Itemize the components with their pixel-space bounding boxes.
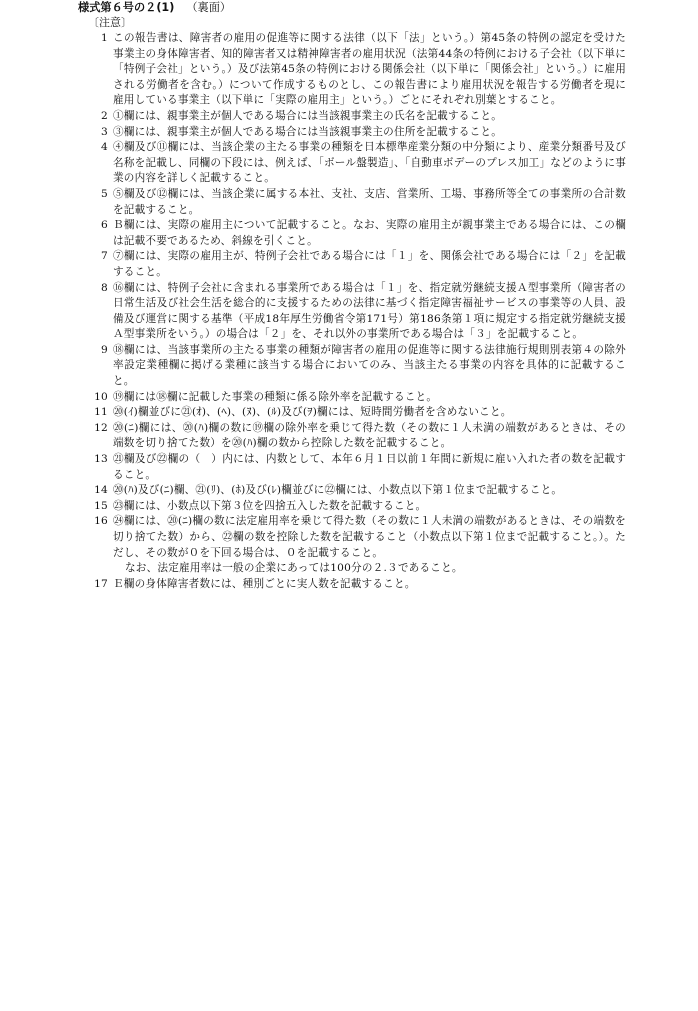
notes-heading: 〔注意〕 [88,16,132,29]
note-number: 2 [101,109,108,122]
note-subtext: なお、法定雇用率は一般の企業にあっては100分の２.３であること。 [125,562,463,575]
form-number: 様式第６号の２(1) [78,1,175,14]
note-item [0,499,626,515]
note-text: この報告書は、障害者の雇用の促進等に関する法律（以下「法」という。）第45条の特例の認定を受けた事業主の身体障害者、知的障害者又は精神障害者の雇用状況（法第44条の特例における子会社（以下単に「特例子会社」という。）及び法第45条の特例における関係会社（以下単に「関係会社」という。）に雇用される労働者を含む。）について作成するものとし、この報告書により雇用状況を報告する労働者を現に雇用している事業主（以下単に「実際の雇用主」という。）ごとにそれぞれ別葉とすること。 [113,32,626,107]
note-text: ⑤欄及び⑫欄には、当該企業に属する本社、支社、支店、営業所、工場、事務所等全ての事業所の合計数を記載すること。 [113,187,626,216]
note-item [0,109,626,125]
note-number: 10 [94,390,108,403]
note-item [0,140,626,187]
note-text: ⑱欄には、当該事業所の主たる事業の種類が障害者の雇用の促進等に関する法律施行規則別表第４の除外率設定業種欄に掲げる業種に該当する場合においてのみ、当該主たる事業の内容を具体的に記載すること。 [113,343,626,388]
note-item [0,421,626,452]
note-number: 5 [101,187,108,200]
note-number: 7 [101,250,108,263]
note-number: 1 [101,32,108,44]
note-number: 11 [94,406,108,419]
note-text: ④欄及び⑪欄には、当該企業の主たる事業の種類を日本標準産業分類の中分類により、産業分類番号及び名称を記載し、同欄の下段には、例えば、「ボール盤製造」、「自動車ボデーのプレス加工」などのように事業の内容を詳しく記載すること。 [113,141,626,185]
note-number: 16 [94,515,108,528]
note-text: ⑲欄には⑱欄に記載した事業の種類に係る除外率を記載すること。 [113,390,438,403]
note-text: ⑦欄には、実際の雇用主が、特例子会社である場合には「１」を、関係会社である場合には「２」を記載すること。 [113,250,626,278]
note-number: 8 [101,281,108,294]
note-item [0,343,626,390]
note-text: ①欄には、親事業主が個人である場合には当該親事業主の氏名を記載すること。 [113,109,503,122]
note-item [0,483,626,499]
note-item [0,218,626,249]
note-number: 9 [101,343,108,356]
note-item [0,452,626,483]
note-number: 14 [94,484,108,497]
note-number: 17 [94,577,108,590]
note-text: ⑳(ﾊ)及び(ﾆ)欄、㉑(ﾘ)、(ﾎ)及び(ﾚ)欄並びに㉒欄には、小数点以下第１位まで記載すること。 [113,484,563,497]
note-item [0,31,626,109]
note-number: 15 [94,499,108,512]
note-number: 3 [101,125,108,138]
note-item [0,577,626,593]
note-text: Ｅ欄の身体障害者数には、種別ごとに実人数を記載すること。 [113,577,416,590]
note-text: ㉓欄には、小数点以下第３位を四捨五入した数を記載すること。 [113,499,427,512]
note-text: ㉑欄及び㉒欄の（ ）内には、内数として、本年６月１日以前１年間に新規に雇い入れた者の数を記載すること。 [113,453,626,481]
note-item [0,249,626,280]
note-item [0,405,626,421]
note-item [0,281,626,343]
note-text: ③欄には、親事業主が個人である場合には当該親事業主の住所を記載すること。 [113,125,503,138]
note-item [0,125,626,141]
note-number: 6 [101,219,108,232]
note-number: 12 [94,421,108,434]
form-header [78,1,231,15]
note-text: ㉔欄には、⑳(ﾆ)欄の数に法定雇用率を乗じて得た数（その数に１人未満の端数があるときは、その端数を切り捨てた数）から、㉒欄の数を控除した数を記載すること（小数点以下第１位まで記載すること。）。ただし、その数が０を下回る場合は、０を記載すること。 [113,515,626,559]
note-text: Ｂ欄には、実際の雇用主について記載すること。なお、実際の雇用主が親事業主である場合には、この欄は記載不要であるため、斜線を引くこと。 [113,219,626,247]
note-item [0,187,626,218]
note-number: 4 [101,141,108,154]
page-side-label: （裏面） [186,1,232,14]
note-text: ⑳(ｲ)欄並びに㉑(ｵ)、(ﾍ)、(ﾇ)、(ﾙ)及び(ｦ)欄には、短時間労働者を含めないこと。 [113,406,512,419]
note-item [0,514,626,576]
note-item [0,390,626,406]
notes-list [0,31,698,592]
note-number: 13 [94,453,108,466]
note-text: ⑯欄には、特例子会社に含まれる事業所である場合は「１」を、指定就労継続支援Ａ型事業所（障害者の日常生活及び社会生活を総合的に支援するための法律に基づく指定障害福祉サービスの事業等の人員、設備及び運営に関する基準（平成18年厚生労働省令第171号）第186条第１項に規定する指定就労継続支援Ａ型事業所をいう。）の場合は「２」を、それ以外の事業所である場合は「３」を記載すること。 [113,281,626,341]
note-text: ⑳(ﾆ)欄には、⑳(ﾊ)欄の数に⑲欄の除外率を乗じて得た数（その数に１人未満の端数があるときは、その端数を切り捨てた数）を⑳(ﾊ)欄の数から控除した数を記載すること。 [113,421,626,450]
